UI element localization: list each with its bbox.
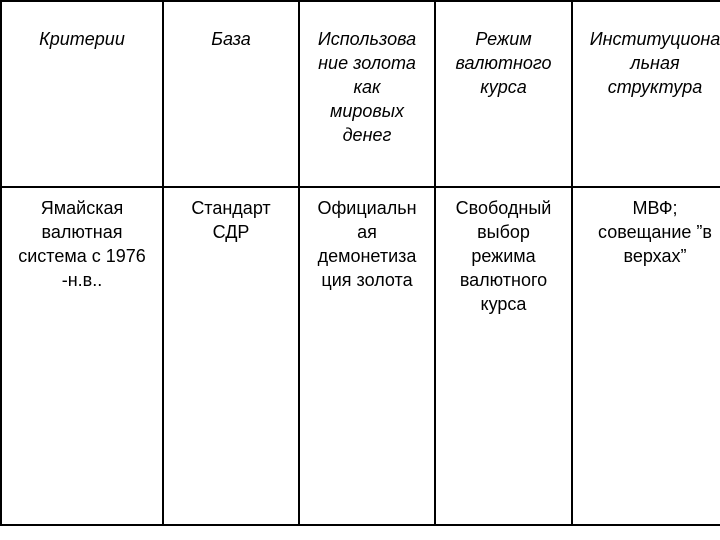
cell-institutional-structure-text: МВФ; совещание ”в верхах”: [598, 198, 712, 266]
cell-system: [1, 187, 163, 525]
header-base-text: База: [211, 29, 251, 49]
cell-exchange-regime-text: Свободный выбор режима валютного курса: [455, 198, 552, 314]
header-institutional-structure: [572, 1, 720, 187]
header-base: [163, 1, 299, 187]
cell-system-text: Ямайская валютная система с 1976 -н.в..: [18, 198, 146, 290]
cell-gold-usage-text: Официальн ая демонетиза ция золота: [317, 198, 417, 290]
header-institutional-structure-text: Институциона льная структура: [589, 29, 720, 97]
header-gold-usage-text: Использова ние золота как мировых денег: [317, 29, 417, 145]
cell-exchange-regime: [435, 187, 572, 525]
header-exchange-regime: [435, 1, 572, 187]
table-row: [1, 187, 720, 525]
header-criteria-text: Критерии: [39, 29, 125, 49]
cell-gold-usage: [299, 187, 435, 525]
header-exchange-regime-text: Режим валютного курса: [455, 29, 552, 97]
cell-institutional-structure: [572, 187, 720, 525]
header-gold-usage: [299, 1, 435, 187]
cell-base-text: Стандарт СДР: [191, 198, 271, 242]
cell-base: [163, 187, 299, 525]
header-criteria: [1, 1, 163, 187]
table-header-row: [1, 1, 720, 187]
